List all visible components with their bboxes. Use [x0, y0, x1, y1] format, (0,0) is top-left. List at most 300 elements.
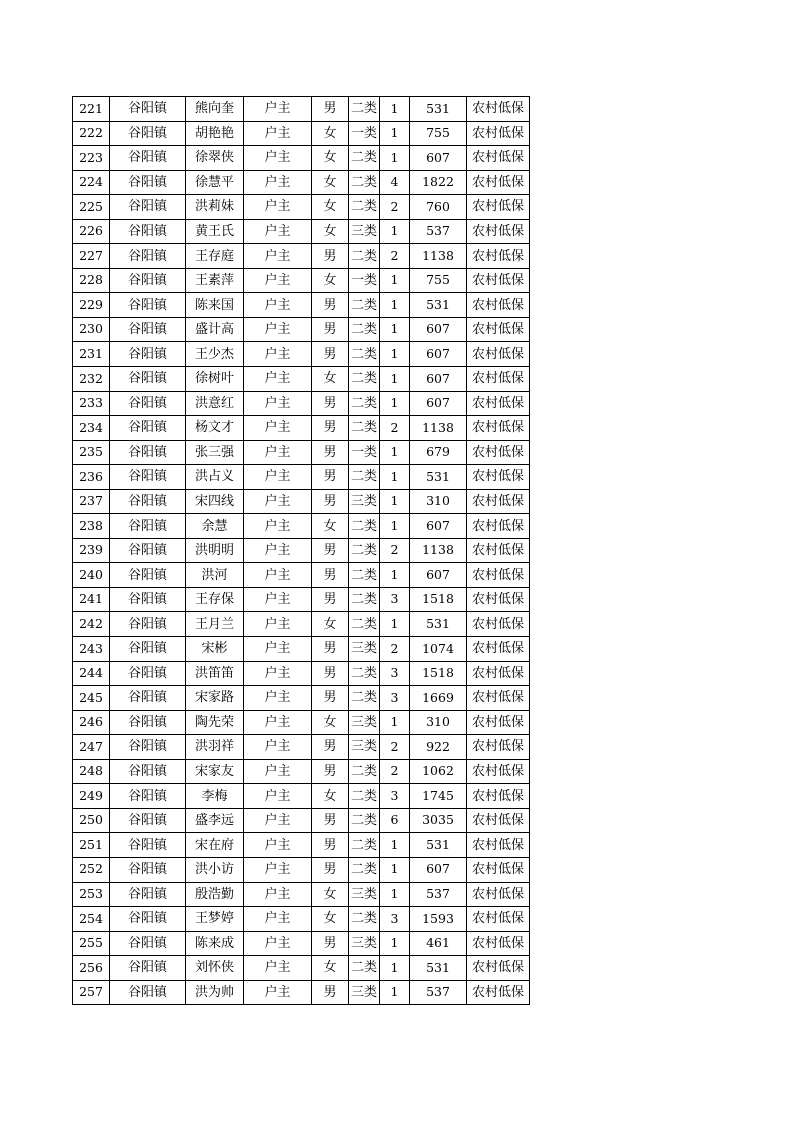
- relation-cell: 户主: [244, 317, 312, 342]
- gender-cell: 女: [312, 612, 349, 637]
- gender-cell: 男: [312, 857, 349, 882]
- amount-cell: 760: [410, 195, 467, 220]
- relation-cell: 户主: [244, 882, 312, 907]
- table-row: [73, 121, 530, 146]
- household-size-cell: 2: [380, 637, 410, 662]
- gender-cell: 男: [312, 317, 349, 342]
- table-row: [73, 833, 530, 858]
- relation-cell: 户主: [244, 686, 312, 711]
- name-cell: 张三强: [186, 440, 244, 465]
- relation-cell: 户主: [244, 784, 312, 809]
- gender-cell: 男: [312, 489, 349, 514]
- gender-cell: 女: [312, 956, 349, 981]
- table-row: [73, 391, 530, 416]
- amount-cell: 1593: [410, 907, 467, 932]
- table-row: [73, 146, 530, 171]
- program-cell: 农村低保: [467, 342, 530, 367]
- name-cell: 熊向奎: [186, 97, 244, 122]
- gender-cell: 男: [312, 931, 349, 956]
- amount-cell: 537: [410, 219, 467, 244]
- relation-cell: 户主: [244, 907, 312, 932]
- category-cell: 二类: [349, 195, 380, 220]
- town-cell: 谷阳镇: [110, 612, 186, 637]
- name-cell: 陈来成: [186, 931, 244, 956]
- town-cell: 谷阳镇: [110, 710, 186, 735]
- name-cell: 殷浩勤: [186, 882, 244, 907]
- town-cell: 谷阳镇: [110, 980, 186, 1005]
- town-cell: 谷阳镇: [110, 538, 186, 563]
- table-row: [73, 489, 530, 514]
- gender-cell: 男: [312, 808, 349, 833]
- relation-cell: 户主: [244, 612, 312, 637]
- row-number-cell: 243: [73, 637, 110, 662]
- name-cell: 陶先荣: [186, 710, 244, 735]
- table-row: [73, 587, 530, 612]
- gender-cell: 男: [312, 293, 349, 318]
- gender-cell: 男: [312, 587, 349, 612]
- name-cell: 陈来国: [186, 293, 244, 318]
- program-cell: 农村低保: [467, 808, 530, 833]
- relation-cell: 户主: [244, 563, 312, 588]
- category-cell: 二类: [349, 907, 380, 932]
- category-cell: 二类: [349, 587, 380, 612]
- category-cell: 二类: [349, 244, 380, 269]
- amount-cell: 1138: [410, 244, 467, 269]
- relation-cell: 户主: [244, 710, 312, 735]
- household-size-cell: 1: [380, 391, 410, 416]
- category-cell: 一类: [349, 440, 380, 465]
- relation-cell: 户主: [244, 367, 312, 392]
- program-cell: 农村低保: [467, 907, 530, 932]
- program-cell: 农村低保: [467, 219, 530, 244]
- amount-cell: 1138: [410, 538, 467, 563]
- table-row: [73, 808, 530, 833]
- program-cell: 农村低保: [467, 931, 530, 956]
- amount-cell: 755: [410, 121, 467, 146]
- category-cell: 三类: [349, 882, 380, 907]
- amount-cell: 531: [410, 293, 467, 318]
- category-cell: 二类: [349, 367, 380, 392]
- household-size-cell: 1: [380, 219, 410, 244]
- gender-cell: 男: [312, 833, 349, 858]
- gender-cell: 男: [312, 735, 349, 760]
- household-size-cell: 1: [380, 956, 410, 981]
- gender-cell: 男: [312, 661, 349, 686]
- category-cell: 三类: [349, 219, 380, 244]
- row-number-cell: 248: [73, 759, 110, 784]
- table-row: [73, 465, 530, 490]
- row-number-cell: 225: [73, 195, 110, 220]
- gender-cell: 男: [312, 244, 349, 269]
- town-cell: 谷阳镇: [110, 391, 186, 416]
- household-size-cell: 2: [380, 735, 410, 760]
- category-cell: 二类: [349, 956, 380, 981]
- name-cell: 宋家路: [186, 686, 244, 711]
- relation-cell: 户主: [244, 808, 312, 833]
- household-size-cell: 1: [380, 440, 410, 465]
- town-cell: 谷阳镇: [110, 759, 186, 784]
- name-cell: 宋家友: [186, 759, 244, 784]
- program-cell: 农村低保: [467, 170, 530, 195]
- relation-cell: 户主: [244, 857, 312, 882]
- amount-cell: 607: [410, 146, 467, 171]
- category-cell: 二类: [349, 293, 380, 318]
- gender-cell: 女: [312, 121, 349, 146]
- relation-cell: 户主: [244, 244, 312, 269]
- category-cell: 三类: [349, 931, 380, 956]
- name-cell: 黄王氏: [186, 219, 244, 244]
- category-cell: 二类: [349, 612, 380, 637]
- household-size-cell: 2: [380, 538, 410, 563]
- amount-cell: 1074: [410, 637, 467, 662]
- name-cell: 王存庭: [186, 244, 244, 269]
- table-row: [73, 170, 530, 195]
- program-cell: 农村低保: [467, 465, 530, 490]
- relation-cell: 户主: [244, 391, 312, 416]
- household-size-cell: 1: [380, 342, 410, 367]
- relation-cell: 户主: [244, 465, 312, 490]
- amount-cell: 1062: [410, 759, 467, 784]
- town-cell: 谷阳镇: [110, 244, 186, 269]
- name-cell: 王少杰: [186, 342, 244, 367]
- program-cell: 农村低保: [467, 980, 530, 1005]
- category-cell: 二类: [349, 416, 380, 441]
- relation-cell: 户主: [244, 121, 312, 146]
- town-cell: 谷阳镇: [110, 833, 186, 858]
- household-size-cell: 1: [380, 465, 410, 490]
- amount-cell: 607: [410, 514, 467, 539]
- gender-cell: 男: [312, 563, 349, 588]
- category-cell: 二类: [349, 97, 380, 122]
- gender-cell: 女: [312, 784, 349, 809]
- program-cell: 农村低保: [467, 317, 530, 342]
- table-row: [73, 956, 530, 981]
- gender-cell: 女: [312, 907, 349, 932]
- amount-cell: 531: [410, 956, 467, 981]
- gender-cell: 女: [312, 514, 349, 539]
- amount-cell: 922: [410, 735, 467, 760]
- relation-cell: 户主: [244, 980, 312, 1005]
- program-cell: 农村低保: [467, 612, 530, 637]
- gender-cell: 女: [312, 268, 349, 293]
- row-number-cell: 231: [73, 342, 110, 367]
- program-cell: 农村低保: [467, 195, 530, 220]
- household-size-cell: 1: [380, 612, 410, 637]
- row-number-cell: 250: [73, 808, 110, 833]
- category-cell: 三类: [349, 489, 380, 514]
- row-number-cell: 221: [73, 97, 110, 122]
- relation-cell: 户主: [244, 661, 312, 686]
- table-row: [73, 195, 530, 220]
- table-row: [73, 637, 530, 662]
- table-row: [73, 882, 530, 907]
- relation-cell: 户主: [244, 416, 312, 441]
- household-size-cell: 1: [380, 121, 410, 146]
- town-cell: 谷阳镇: [110, 268, 186, 293]
- town-cell: 谷阳镇: [110, 784, 186, 809]
- name-cell: 徐慧平: [186, 170, 244, 195]
- town-cell: 谷阳镇: [110, 808, 186, 833]
- relation-cell: 户主: [244, 514, 312, 539]
- table-row: [73, 219, 530, 244]
- town-cell: 谷阳镇: [110, 661, 186, 686]
- relation-cell: 户主: [244, 538, 312, 563]
- household-size-cell: 2: [380, 416, 410, 441]
- amount-cell: 607: [410, 391, 467, 416]
- program-cell: 农村低保: [467, 882, 530, 907]
- town-cell: 谷阳镇: [110, 465, 186, 490]
- amount-cell: 3035: [410, 808, 467, 833]
- program-cell: 农村低保: [467, 440, 530, 465]
- amount-cell: 755: [410, 268, 467, 293]
- category-cell: 二类: [349, 170, 380, 195]
- name-cell: 徐翠侠: [186, 146, 244, 171]
- household-size-cell: 1: [380, 857, 410, 882]
- town-cell: 谷阳镇: [110, 882, 186, 907]
- town-cell: 谷阳镇: [110, 342, 186, 367]
- town-cell: 谷阳镇: [110, 440, 186, 465]
- table-row: [73, 784, 530, 809]
- program-cell: 农村低保: [467, 121, 530, 146]
- name-cell: 杨文才: [186, 416, 244, 441]
- table-row: [73, 907, 530, 932]
- name-cell: 余慧: [186, 514, 244, 539]
- relation-cell: 户主: [244, 759, 312, 784]
- household-size-cell: 1: [380, 367, 410, 392]
- category-cell: 二类: [349, 833, 380, 858]
- household-size-cell: 1: [380, 489, 410, 514]
- amount-cell: 531: [410, 612, 467, 637]
- gender-cell: 女: [312, 146, 349, 171]
- table-row: [73, 735, 530, 760]
- relation-cell: 户主: [244, 268, 312, 293]
- table-row: [73, 416, 530, 441]
- category-cell: 一类: [349, 121, 380, 146]
- household-size-cell: 3: [380, 907, 410, 932]
- program-cell: 农村低保: [467, 710, 530, 735]
- table-row: [73, 367, 530, 392]
- category-cell: 三类: [349, 710, 380, 735]
- household-size-cell: 3: [380, 661, 410, 686]
- household-size-cell: 3: [380, 686, 410, 711]
- row-number-cell: 223: [73, 146, 110, 171]
- gender-cell: 女: [312, 710, 349, 735]
- row-number-cell: 255: [73, 931, 110, 956]
- row-number-cell: 236: [73, 465, 110, 490]
- table-row: [73, 931, 530, 956]
- relation-cell: 户主: [244, 931, 312, 956]
- table-row: [73, 538, 530, 563]
- program-cell: 农村低保: [467, 563, 530, 588]
- row-number-cell: 245: [73, 686, 110, 711]
- row-number-cell: 256: [73, 956, 110, 981]
- table-row: [73, 268, 530, 293]
- category-cell: 二类: [349, 857, 380, 882]
- gender-cell: 男: [312, 416, 349, 441]
- town-cell: 谷阳镇: [110, 686, 186, 711]
- household-size-cell: 1: [380, 980, 410, 1005]
- row-number-cell: 251: [73, 833, 110, 858]
- row-number-cell: 233: [73, 391, 110, 416]
- row-number-cell: 241: [73, 587, 110, 612]
- household-size-cell: 1: [380, 563, 410, 588]
- name-cell: 王梦婷: [186, 907, 244, 932]
- relation-cell: 户主: [244, 195, 312, 220]
- relation-cell: 户主: [244, 956, 312, 981]
- household-size-cell: 4: [380, 170, 410, 195]
- category-cell: 三类: [349, 980, 380, 1005]
- row-number-cell: 240: [73, 563, 110, 588]
- category-cell: 三类: [349, 637, 380, 662]
- name-cell: 李梅: [186, 784, 244, 809]
- row-number-cell: 235: [73, 440, 110, 465]
- name-cell: 胡艳艳: [186, 121, 244, 146]
- household-size-cell: 6: [380, 808, 410, 833]
- gender-cell: 男: [312, 759, 349, 784]
- town-cell: 谷阳镇: [110, 293, 186, 318]
- amount-cell: 1669: [410, 686, 467, 711]
- program-cell: 农村低保: [467, 833, 530, 858]
- town-cell: 谷阳镇: [110, 146, 186, 171]
- name-cell: 洪明明: [186, 538, 244, 563]
- row-number-cell: 232: [73, 367, 110, 392]
- name-cell: 宋彬: [186, 637, 244, 662]
- household-size-cell: 2: [380, 195, 410, 220]
- row-number-cell: 222: [73, 121, 110, 146]
- town-cell: 谷阳镇: [110, 931, 186, 956]
- row-number-cell: 224: [73, 170, 110, 195]
- name-cell: 刘怀侠: [186, 956, 244, 981]
- program-cell: 农村低保: [467, 857, 530, 882]
- table-row: [73, 980, 530, 1005]
- program-cell: 农村低保: [467, 489, 530, 514]
- table-row: [73, 759, 530, 784]
- amount-cell: 607: [410, 317, 467, 342]
- row-number-cell: 242: [73, 612, 110, 637]
- program-cell: 农村低保: [467, 956, 530, 981]
- row-number-cell: 230: [73, 317, 110, 342]
- row-number-cell: 229: [73, 293, 110, 318]
- category-cell: 二类: [349, 784, 380, 809]
- table-row: [73, 710, 530, 735]
- relation-cell: 户主: [244, 342, 312, 367]
- table-row: [73, 342, 530, 367]
- town-cell: 谷阳镇: [110, 367, 186, 392]
- program-cell: 农村低保: [467, 759, 530, 784]
- name-cell: 王月兰: [186, 612, 244, 637]
- row-number-cell: 234: [73, 416, 110, 441]
- town-cell: 谷阳镇: [110, 956, 186, 981]
- program-cell: 农村低保: [467, 661, 530, 686]
- category-cell: 三类: [349, 735, 380, 760]
- household-size-cell: 1: [380, 710, 410, 735]
- row-number-cell: 246: [73, 710, 110, 735]
- program-cell: 农村低保: [467, 391, 530, 416]
- household-size-cell: 1: [380, 268, 410, 293]
- name-cell: 宋四线: [186, 489, 244, 514]
- name-cell: 宋在府: [186, 833, 244, 858]
- row-number-cell: 247: [73, 735, 110, 760]
- name-cell: 洪意红: [186, 391, 244, 416]
- gender-cell: 女: [312, 195, 349, 220]
- table-row: [73, 563, 530, 588]
- town-cell: 谷阳镇: [110, 587, 186, 612]
- relation-cell: 户主: [244, 440, 312, 465]
- gender-cell: 男: [312, 440, 349, 465]
- program-cell: 农村低保: [467, 735, 530, 760]
- name-cell: 洪笛笛: [186, 661, 244, 686]
- name-cell: 盛计高: [186, 317, 244, 342]
- row-number-cell: 238: [73, 514, 110, 539]
- household-size-cell: 1: [380, 97, 410, 122]
- name-cell: 徐树叶: [186, 367, 244, 392]
- name-cell: 洪为帅: [186, 980, 244, 1005]
- town-cell: 谷阳镇: [110, 317, 186, 342]
- relation-cell: 户主: [244, 489, 312, 514]
- table-row: [73, 612, 530, 637]
- table-row: [73, 97, 530, 122]
- town-cell: 谷阳镇: [110, 97, 186, 122]
- town-cell: 谷阳镇: [110, 857, 186, 882]
- gender-cell: 男: [312, 637, 349, 662]
- relation-cell: 户主: [244, 293, 312, 318]
- town-cell: 谷阳镇: [110, 489, 186, 514]
- program-cell: 农村低保: [467, 244, 530, 269]
- amount-cell: 1518: [410, 661, 467, 686]
- program-cell: 农村低保: [467, 514, 530, 539]
- amount-cell: 531: [410, 465, 467, 490]
- category-cell: 二类: [349, 808, 380, 833]
- town-cell: 谷阳镇: [110, 637, 186, 662]
- amount-cell: 1518: [410, 587, 467, 612]
- household-size-cell: 1: [380, 514, 410, 539]
- program-cell: 农村低保: [467, 367, 530, 392]
- town-cell: 谷阳镇: [110, 195, 186, 220]
- amount-cell: 537: [410, 882, 467, 907]
- household-size-cell: 1: [380, 931, 410, 956]
- category-cell: 二类: [349, 342, 380, 367]
- gender-cell: 男: [312, 980, 349, 1005]
- household-size-cell: 1: [380, 317, 410, 342]
- amount-cell: 1822: [410, 170, 467, 195]
- program-cell: 农村低保: [467, 538, 530, 563]
- gender-cell: 女: [312, 219, 349, 244]
- row-number-cell: 244: [73, 661, 110, 686]
- gender-cell: 女: [312, 170, 349, 195]
- program-cell: 农村低保: [467, 97, 530, 122]
- relation-cell: 户主: [244, 587, 312, 612]
- name-cell: 王素萍: [186, 268, 244, 293]
- table-row: [73, 317, 530, 342]
- gender-cell: 男: [312, 391, 349, 416]
- gender-cell: 男: [312, 97, 349, 122]
- amount-cell: 531: [410, 97, 467, 122]
- relation-cell: 户主: [244, 735, 312, 760]
- category-cell: 二类: [349, 686, 380, 711]
- amount-cell: 537: [410, 980, 467, 1005]
- gender-cell: 女: [312, 367, 349, 392]
- table-row: [73, 293, 530, 318]
- gender-cell: 女: [312, 882, 349, 907]
- table-row: [73, 440, 530, 465]
- name-cell: 洪占义: [186, 465, 244, 490]
- program-cell: 农村低保: [467, 416, 530, 441]
- category-cell: 二类: [349, 759, 380, 784]
- category-cell: 二类: [349, 317, 380, 342]
- recipient-table: [72, 96, 530, 1005]
- category-cell: 一类: [349, 268, 380, 293]
- program-cell: 农村低保: [467, 686, 530, 711]
